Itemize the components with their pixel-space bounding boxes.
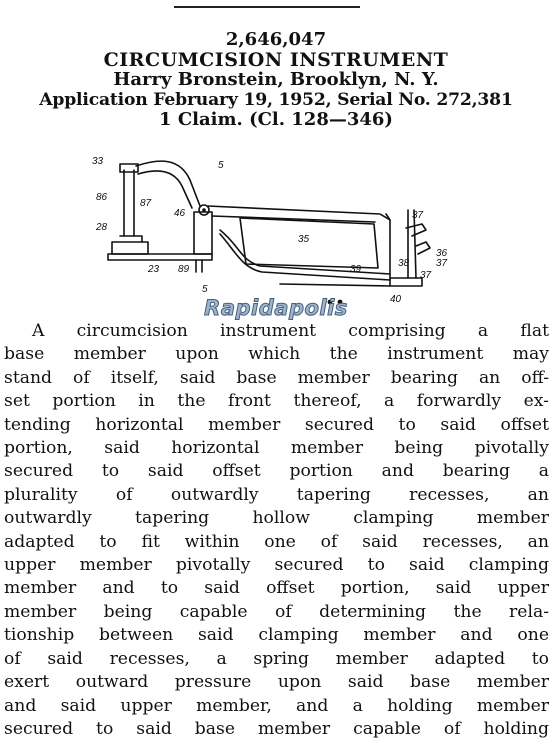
figure-label: 40: [390, 294, 402, 305]
claim-line: and said upper member, and a holding member: [4, 695, 549, 716]
figure-label: 39: [350, 264, 362, 275]
inventor-line: Harry Bronstein, Brooklyn, N. Y.: [113, 69, 439, 90]
claim-line: adapted to fit within one of said recesses, an: [4, 531, 549, 552]
claim-line: stand of itself, said base member bearing an off-: [4, 367, 549, 388]
figure-label: 38: [398, 258, 410, 269]
claim-line: of said recesses, a spring member adapted to: [4, 648, 549, 669]
figure-label: 36: [436, 248, 448, 259]
figure-label: 37: [420, 270, 432, 281]
figure-label: 87: [140, 198, 152, 209]
claim-line: tending horizontal member secured to said offset: [4, 414, 549, 435]
claim-classification: 1 Claim. (Cl. 128—346): [159, 109, 393, 130]
claim-body: [4, 320, 549, 741]
claim-line: secured to said base member capable of holding: [4, 718, 549, 739]
claim-line: upper member pivotally secured to said clamping: [4, 555, 549, 576]
claim-line: base member upon which the instrument may: [4, 344, 549, 365]
claim-line: member and to said offset portion, said upper: [4, 578, 549, 599]
figure-label: 33: [92, 156, 104, 167]
patent-title: CIRCUMCISION INSTRUMENT: [103, 49, 449, 71]
figure-label: 35: [298, 234, 310, 245]
figure-label: 89: [178, 264, 190, 275]
application-line: Application February 19, 1952, Serial No. 272,381: [39, 90, 513, 110]
claim-line: plurality of outwardly tapering recesses, an: [4, 484, 549, 505]
figure-label: 5: [202, 284, 208, 295]
instrument-drawing: [90, 150, 480, 320]
figure-label: 28: [96, 222, 108, 233]
figure-label: 86: [96, 192, 108, 203]
claim-line: tionship between said clamping member and one: [4, 625, 549, 646]
claim-line: A circumcision instrument comprising a flat: [32, 321, 549, 341]
watermark-logo: Rapidapolis: [204, 296, 348, 320]
claim-line: portion, said horizontal member being pivotally: [4, 438, 549, 459]
claim-line: set portion in the front thereof, a forwardly ex-: [4, 391, 549, 412]
figure-label: 46: [174, 208, 186, 219]
patent-number: 2,646,047: [225, 29, 327, 50]
claim-line: member being capable of determining the rela-: [4, 601, 549, 622]
figure-label: 37: [412, 210, 424, 221]
figure-label: 37: [436, 258, 448, 269]
claim-line: secured to said offset portion and bearing a: [4, 461, 549, 482]
patent-drawing: [90, 150, 480, 320]
figure-label: 23: [148, 264, 160, 275]
claim-line: exert outward pressure upon said base member: [4, 672, 549, 693]
top-rule: [174, 6, 360, 8]
claim-line: outwardly tapering hollow clamping member: [4, 508, 549, 529]
patent-header: [0, 30, 552, 130]
figure-label: 5: [218, 160, 224, 171]
